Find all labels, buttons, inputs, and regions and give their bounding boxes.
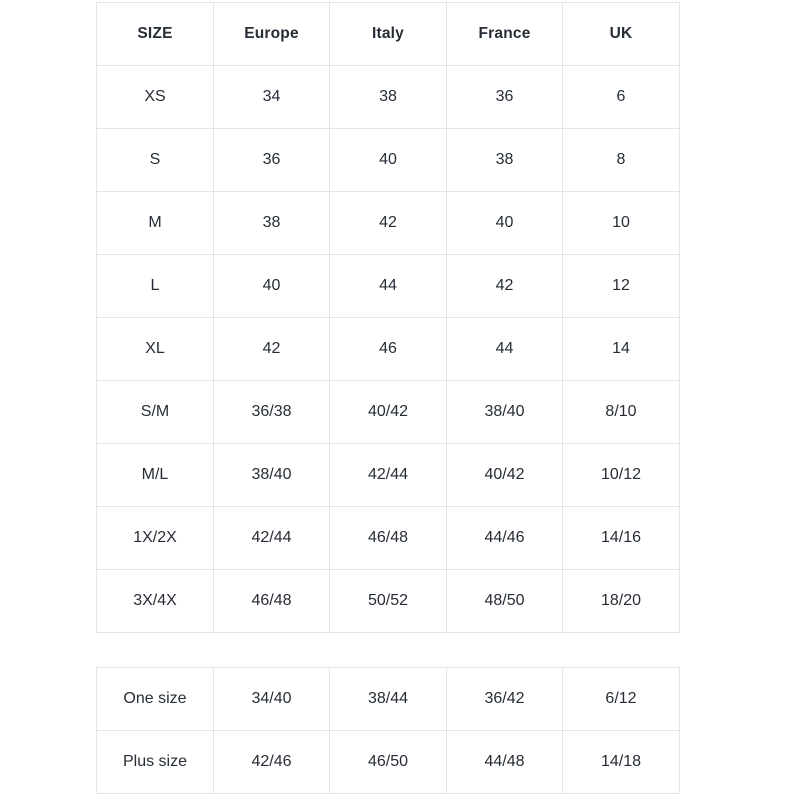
table-row xyxy=(97,570,680,633)
cell-france: 44 xyxy=(447,318,563,381)
table-header-row xyxy=(97,3,680,66)
cell-italy: 42/44 xyxy=(330,444,447,507)
cell-europe: 34/40 xyxy=(214,668,330,731)
table-row xyxy=(97,66,680,129)
table-row xyxy=(97,318,680,381)
cell-italy: 50/52 xyxy=(330,570,447,633)
table-row xyxy=(97,731,680,794)
table-row xyxy=(97,507,680,570)
cell-uk: 12 xyxy=(563,255,680,318)
cell-france: 40 xyxy=(447,192,563,255)
cell-italy: 42 xyxy=(330,192,447,255)
one-size-table xyxy=(96,667,680,794)
cell-europe: 40 xyxy=(214,255,330,318)
cell-france: 38 xyxy=(447,129,563,192)
row-label: 1X/2X xyxy=(97,507,214,570)
cell-italy: 46 xyxy=(330,318,447,381)
cell-europe: 38/40 xyxy=(214,444,330,507)
row-label-one-size: One size xyxy=(97,668,214,731)
row-label: M/L xyxy=(97,444,214,507)
row-label: S xyxy=(97,129,214,192)
cell-uk: 10 xyxy=(563,192,680,255)
table-header xyxy=(97,3,680,66)
column-header-italy: Italy xyxy=(330,3,447,66)
cell-uk: 6 xyxy=(563,66,680,129)
table-body xyxy=(97,668,680,794)
cell-uk: 18/20 xyxy=(563,570,680,633)
column-header-europe: Europe xyxy=(214,3,330,66)
cell-europe: 42/46 xyxy=(214,731,330,794)
cell-europe: 34 xyxy=(214,66,330,129)
cell-france: 38/40 xyxy=(447,381,563,444)
cell-france: 36 xyxy=(447,66,563,129)
cell-france: 44/46 xyxy=(447,507,563,570)
cell-italy: 40 xyxy=(330,129,447,192)
cell-france: 42 xyxy=(447,255,563,318)
cell-italy: 46/50 xyxy=(330,731,447,794)
row-label: L xyxy=(97,255,214,318)
cell-france: 40/42 xyxy=(447,444,563,507)
cell-uk: 10/12 xyxy=(563,444,680,507)
cell-uk: 14/18 xyxy=(563,731,680,794)
table-row xyxy=(97,444,680,507)
cell-france: 48/50 xyxy=(447,570,563,633)
column-header-size: SIZE xyxy=(97,3,214,66)
table-row xyxy=(97,668,680,731)
cell-italy: 40/42 xyxy=(330,381,447,444)
cell-europe: 42 xyxy=(214,318,330,381)
cell-europe: 42/44 xyxy=(214,507,330,570)
cell-europe: 36/38 xyxy=(214,381,330,444)
column-header-uk: UK xyxy=(563,3,680,66)
cell-france: 44/48 xyxy=(447,731,563,794)
row-label: XL xyxy=(97,318,214,381)
column-header-france: France xyxy=(447,3,563,66)
cell-uk: 8 xyxy=(563,129,680,192)
row-label: M xyxy=(97,192,214,255)
cell-europe: 46/48 xyxy=(214,570,330,633)
cell-italy: 46/48 xyxy=(330,507,447,570)
cell-europe: 36 xyxy=(214,129,330,192)
table-body xyxy=(97,66,680,633)
cell-uk: 8/10 xyxy=(563,381,680,444)
cell-europe: 38 xyxy=(214,192,330,255)
cell-uk: 6/12 xyxy=(563,668,680,731)
table-row xyxy=(97,192,680,255)
row-label: S/M xyxy=(97,381,214,444)
table-row xyxy=(97,255,680,318)
size-conversion-table xyxy=(96,2,680,633)
table-row xyxy=(97,381,680,444)
cell-italy: 38/44 xyxy=(330,668,447,731)
row-label: 3X/4X xyxy=(97,570,214,633)
row-label: XS xyxy=(97,66,214,129)
cell-italy: 38 xyxy=(330,66,447,129)
cell-italy: 44 xyxy=(330,255,447,318)
cell-france: 36/42 xyxy=(447,668,563,731)
size-chart-extra xyxy=(96,667,679,794)
table-row xyxy=(97,129,680,192)
cell-uk: 14/16 xyxy=(563,507,680,570)
size-chart-main xyxy=(96,2,679,633)
row-label-plus-size: Plus size xyxy=(97,731,214,794)
cell-uk: 14 xyxy=(563,318,680,381)
